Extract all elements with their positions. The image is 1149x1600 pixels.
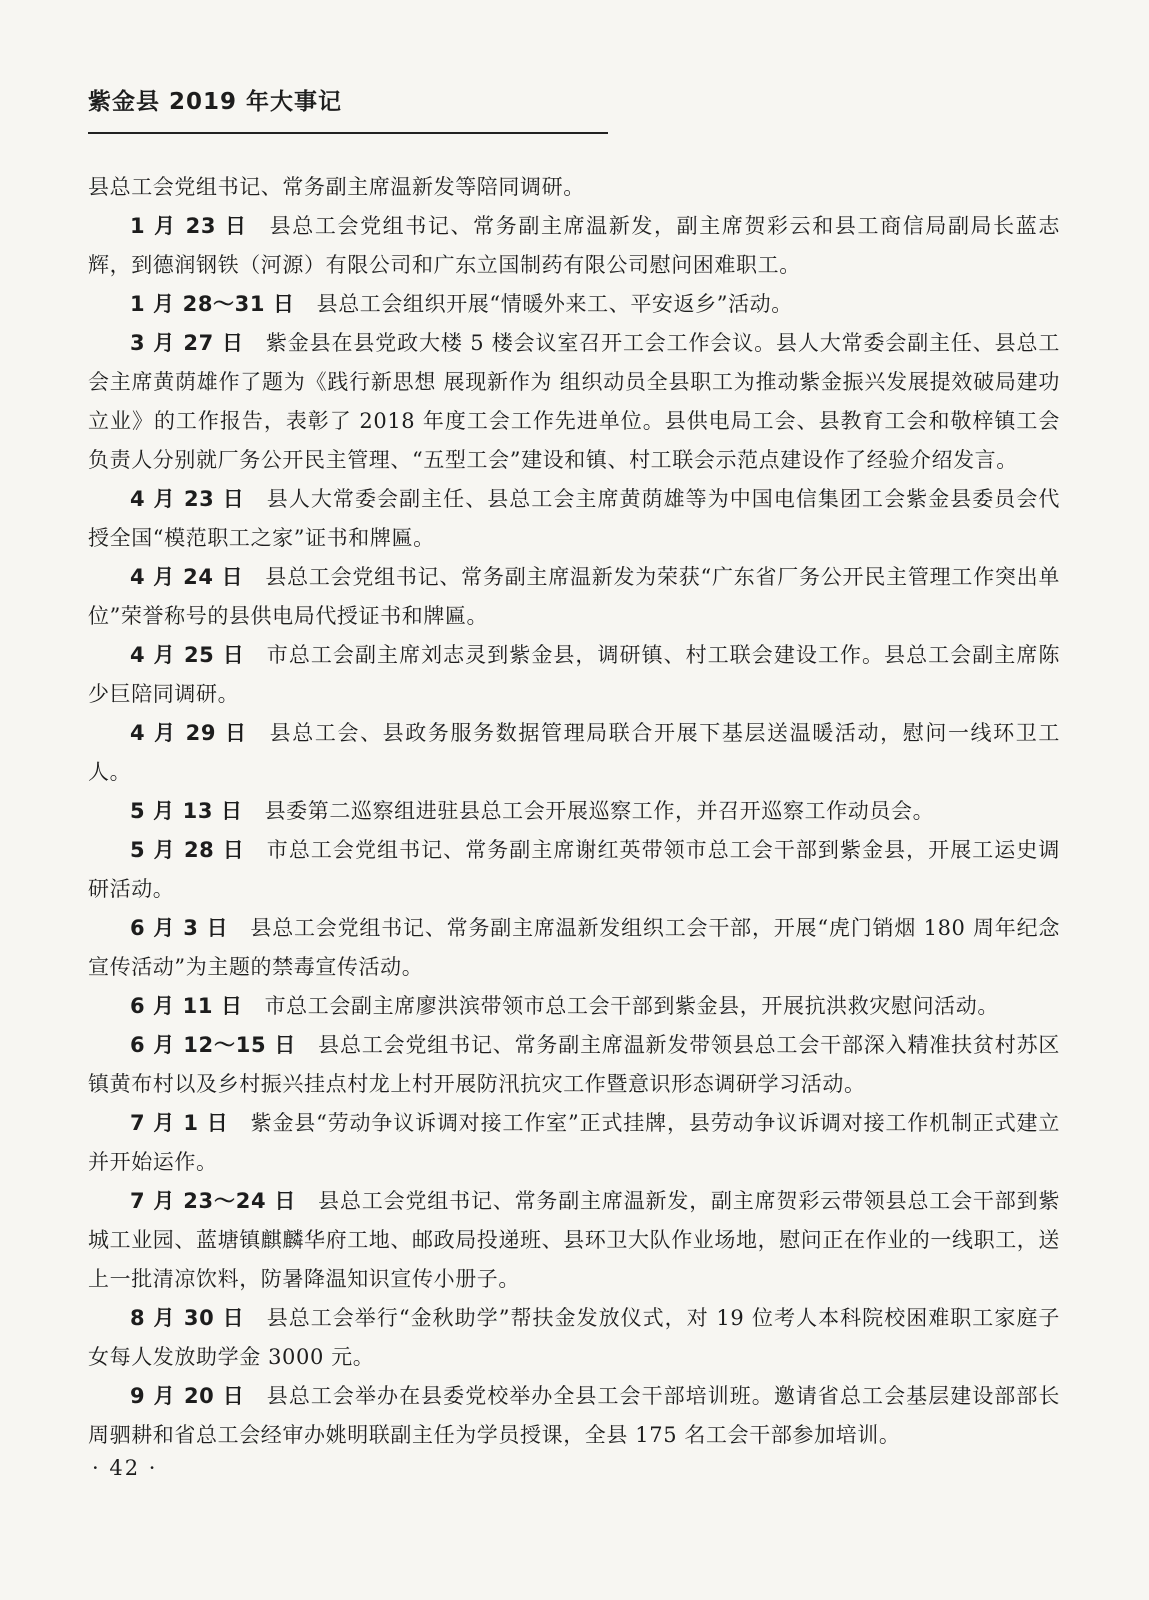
entry-date: 6 月 3 日 [130,916,229,940]
entry [88,987,1060,1026]
entry-text: 县总工会党组书记、常务副主席温新发组织工会干部，开展“虎门销烟 180 周年纪念宣传活动”为主题的禁毒宣传活动。 [88,916,1060,979]
entry [88,831,1060,909]
entry-date: 7 月 1 日 [130,1111,229,1135]
entry-date: 6 月 12～15 日 [130,1033,297,1057]
entry-text: 县总工会党组书记、常务副主席温新发为荣获“广东省厂务公开民主管理工作突出单位”荣誉称号的县供电局代授证书和牌匾。 [88,565,1060,628]
entry-text: 市总工会党组书记、常务副主席谢红英带领市总工会干部到紫金县，开展工运史调研活动。 [88,838,1060,901]
entry-text: 县委第二巡察组进驻县总工会开展巡察工作，并召开巡察工作动员会。 [264,799,935,823]
entry-text: 县人大常委会副主任、县总工会主席黄荫雄等为中国电信集团工会紫金县委员会代授全国“模范职工之家”证书和牌匾。 [88,487,1060,550]
entry [88,1377,1060,1455]
entry [88,558,1060,636]
entry-date: 9 月 20 日 [130,1384,245,1408]
entry [88,1104,1060,1182]
entry [88,714,1060,792]
page-header [88,86,608,134]
entry-date: 7 月 23～24 日 [130,1189,297,1213]
chronicle-body [88,168,1060,1455]
entry [88,792,1060,831]
entry-text: 县总工会党组书记、常务副主席温新发，副主席贺彩云带领县总工会干部到紫城工业园、蓝塘镇麒麟华府工地、邮政局投递班、县环卫大队作业场地，慰问正在作业的一线职工，送上一批清凉饮料，防暑降温知识宣传小册子。 [88,1189,1060,1291]
entry-date: 5 月 13 日 [130,799,243,823]
entry-text: 市总工会副主席刘志灵到紫金县，调研镇、村工联会建设工作。县总工会副主席陈少巨陪同调研。 [88,643,1060,706]
entry-date: 1 月 23 日 [130,214,248,238]
entry-date: 3 月 27 日 [130,331,244,355]
entry-date: 1 月 28～31 日 [130,292,295,316]
entry-date: 4 月 29 日 [130,721,248,745]
entry [88,207,1060,285]
entry-date: 4 月 23 日 [130,487,245,511]
entry [88,285,1060,324]
entry-text: 县总工会党组书记、常务副主席温新发，副主席贺彩云和县工商信局副局长蓝志辉，到德润钢铁（河源）有限公司和广东立国制药有限公司慰问困难职工。 [88,214,1060,277]
header-rule [88,132,608,134]
entry [88,909,1060,987]
entry [88,1182,1060,1299]
continuation-paragraph: 县总工会党组书记、常务副主席温新发等陪同调研。 [88,175,585,199]
page-number: · 42 · [92,1456,158,1480]
entry-text: 县总工会组织开展“情暖外来工、平安返乡”活动。 [316,292,793,316]
entry-text: 县总工会、县政务服务数据管理局联合开展下基层送温暖活动，慰问一线环卫工人。 [88,721,1060,784]
entry [88,324,1060,480]
entry-date: 4 月 25 日 [130,643,245,667]
entry-text: 市总工会副主席廖洪滨带领市总工会干部到紫金县，开展抗洪救灾慰问活动。 [264,994,999,1018]
entry-text: 县总工会党组书记、常务副主席温新发带领县总工会干部深入精准扶贫村苏区镇黄布村以及乡村振兴挂点村龙上村开展防汛抗灾工作暨意识形态调研学习活动。 [88,1033,1060,1096]
entry-date: 4 月 24 日 [130,565,244,589]
running-title: 紫金县 2019 年大事记 [88,89,343,115]
entry-date: 6 月 11 日 [130,994,243,1018]
entry-date: 5 月 28 日 [130,838,245,862]
entry-text: 紫金县在县党政大楼 5 楼会议室召开工会工作会议。县人大常委会副主任、县总工会主席黄荫雄作了题为《践行新思想 展现新作为 组织动员全县职工为推动紫金振兴发展提效破局建功立业》的工作报告，表彰了 2018 年度工会工作先进单位。县供电局工会、县教育工会和敬梓镇工会负责人分别就厂务公开民主管理、“五型工会”建设和镇、村工联会示范点建设作了经验介绍发言。 [88,331,1060,472]
entry-date: 8 月 30 日 [130,1306,245,1330]
entry-text: 县总工会举行“金秋助学”帮扶金发放仪式，对 19 位考人本科院校困难职工家庭子女每人发放助学金 3000 元。 [88,1306,1060,1369]
entry [88,480,1060,558]
entry-text: 县总工会举办在县委党校举办全县工会干部培训班。邀请省总工会基层建设部部长周驷耕和省总工会经审办姚明联副主任为学员授课，全县 175 名工会干部参加培训。 [88,1384,1060,1447]
entry-text: 紫金县“劳动争议诉调对接工作室”正式挂牌，县劳动争议诉调对接工作机制正式建立并开始运作。 [88,1111,1060,1174]
entry [88,636,1060,714]
entry [88,1026,1060,1104]
entry [88,1299,1060,1377]
